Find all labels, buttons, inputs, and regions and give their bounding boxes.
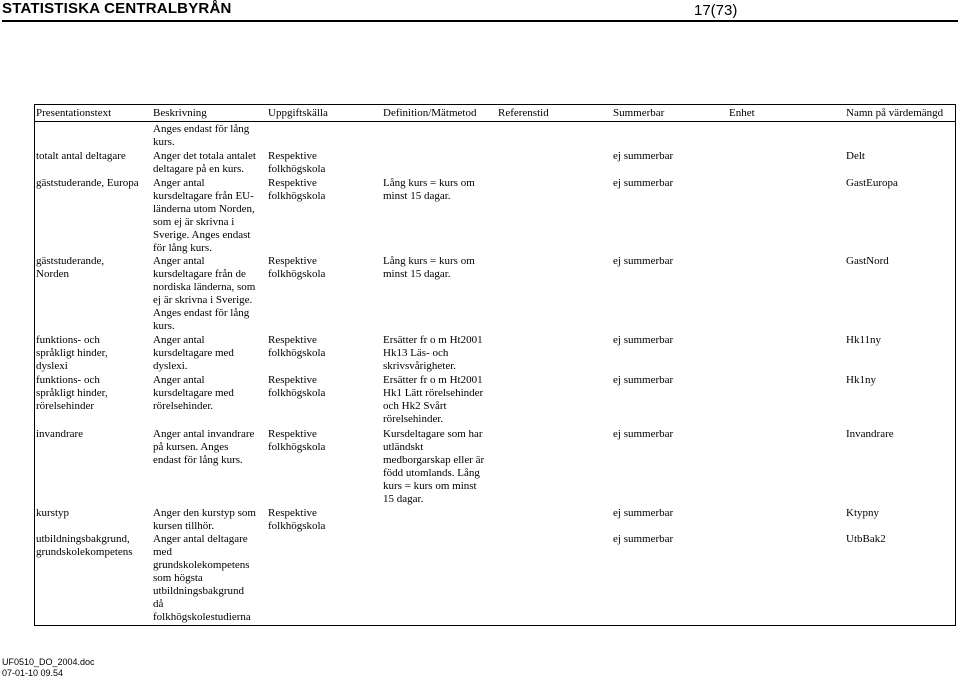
row-5-definition: Ersätter fr o m Ht2001 Hk1 Lätt rörelsehinder och Hk2 Svårt rörelsehinder. [383, 374, 484, 425]
row-7-value-set-name: Ktypny [846, 507, 879, 519]
column-header-referenstid: Referenstid [498, 107, 549, 119]
column-header-namn-pa-vardemangd: Namn på värdemängd [846, 107, 944, 119]
row-7-description: Anger den kurstyp som kursen tillhör. [153, 507, 256, 532]
row-1-summable: ej summerbar [613, 150, 674, 162]
row-8-presentation-text: utbildningsbakgrund, grundskolekompetens [36, 533, 133, 558]
row-6-source: Respektive folkhögskola [268, 428, 326, 453]
row-5-presentation-text: funktions- och språkligt hinder, rörelsehinder [36, 374, 108, 412]
row-3-source: Respektive folkhögskola [268, 255, 326, 280]
column-header-summerbar: Summerbar [613, 107, 665, 119]
header-rule [2, 20, 958, 22]
row-6-definition: Kursdeltagare som har utländskt medborgarskap eller är född utomlands. Lång kurs = kurs om minst 15 dagar. [383, 428, 485, 505]
row-4-source: Respektive folkhögskola [268, 334, 326, 359]
row-5-summable: ej summerbar [613, 374, 674, 386]
row-4-presentation-text: funktions- och språkligt hinder, dyslexi [36, 334, 108, 372]
row-3-summable: ej summerbar [613, 255, 674, 267]
row-5-description: Anger antal kursdeltagare med rörelsehinder. [153, 374, 234, 412]
row-4-description: Anger antal kursdeltagare med dyslexi. [153, 334, 234, 372]
row-4-summable: ej summerbar [613, 334, 674, 346]
row-8-value-set-name: UtbBak2 [846, 533, 886, 545]
row-0-description: Anges endast för lång kurs. [153, 123, 250, 148]
column-header-definition: Definition/Mätmetod [383, 107, 477, 119]
row-7-source: Respektive folkhögskola [268, 507, 326, 532]
page-number: 17(73) [694, 2, 738, 19]
row-4-value-set-name: Hk11ny [846, 334, 882, 346]
row-7-presentation-text: kurstyp [36, 507, 69, 519]
row-2-source: Respektive folkhögskola [268, 177, 326, 202]
row-2-definition: Lång kurs = kurs om minst 15 dagar. [383, 177, 475, 202]
row-1-source: Respektive folkhögskola [268, 150, 326, 175]
row-3-description: Anger antal kursdeltagare från de nordiska länderna, som ej är skrivna i Sverige. Anges endast för lång kurs. [153, 255, 256, 332]
row-3-presentation-text: gäststuderande, Norden [36, 255, 105, 280]
row-1-presentation-text: totalt antal deltagare [36, 150, 126, 162]
column-header-enhet: Enhet [729, 107, 755, 119]
footer-filename: UF0510_DO_2004.doc [2, 657, 95, 667]
row-8-summable: ej summerbar [613, 533, 674, 545]
row-2-value-set-name: GastEuropa [846, 177, 898, 189]
row-1-description: Anger det totala antalet deltagare på en kurs. [153, 150, 256, 175]
footer-timestamp: 07-01-10 09.54 [2, 668, 64, 678]
row-5-value-set-name: Hk1ny [846, 374, 876, 386]
organization-name: STATISTISKA CENTRALBYRÅN [2, 0, 232, 17]
row-1-value-set-name: Delt [846, 150, 865, 162]
row-4-definition: Ersätter fr o m Ht2001 Hk13 Läs- och skrivsvårigheter. [383, 334, 483, 372]
column-header-presentationstext: Presentationstext [36, 107, 112, 119]
row-2-description: Anger antal kursdeltagare från EU- länderna utom Norden, som ej är skrivna i Sverige. Anges endast för lång kurs. [153, 177, 255, 254]
row-3-value-set-name: GastNord [846, 255, 889, 267]
column-header-rule [34, 121, 956, 122]
column-header-uppgiftskalla: Uppgiftskälla [268, 107, 328, 119]
row-2-presentation-text: gäststuderande, Europa [36, 177, 139, 189]
row-6-summable: ej summerbar [613, 428, 674, 440]
row-6-value-set-name: Invandrare [846, 428, 894, 440]
row-7-summable: ej summerbar [613, 507, 674, 519]
row-6-description: Anger antal invandrare på kursen. Anges endast för lång kurs. [153, 428, 255, 466]
row-2-summable: ej summerbar [613, 177, 674, 189]
row-5-source: Respektive folkhögskola [268, 374, 326, 399]
row-3-definition: Lång kurs = kurs om minst 15 dagar. [383, 255, 475, 280]
row-6-presentation-text: invandrare [36, 428, 84, 440]
column-header-beskrivning: Beskrivning [153, 107, 207, 119]
row-8-description: Anger antal deltagare med grundskolekompetens som högsta utbildningsbakgrund då folkhögskolestudierna [153, 533, 251, 623]
